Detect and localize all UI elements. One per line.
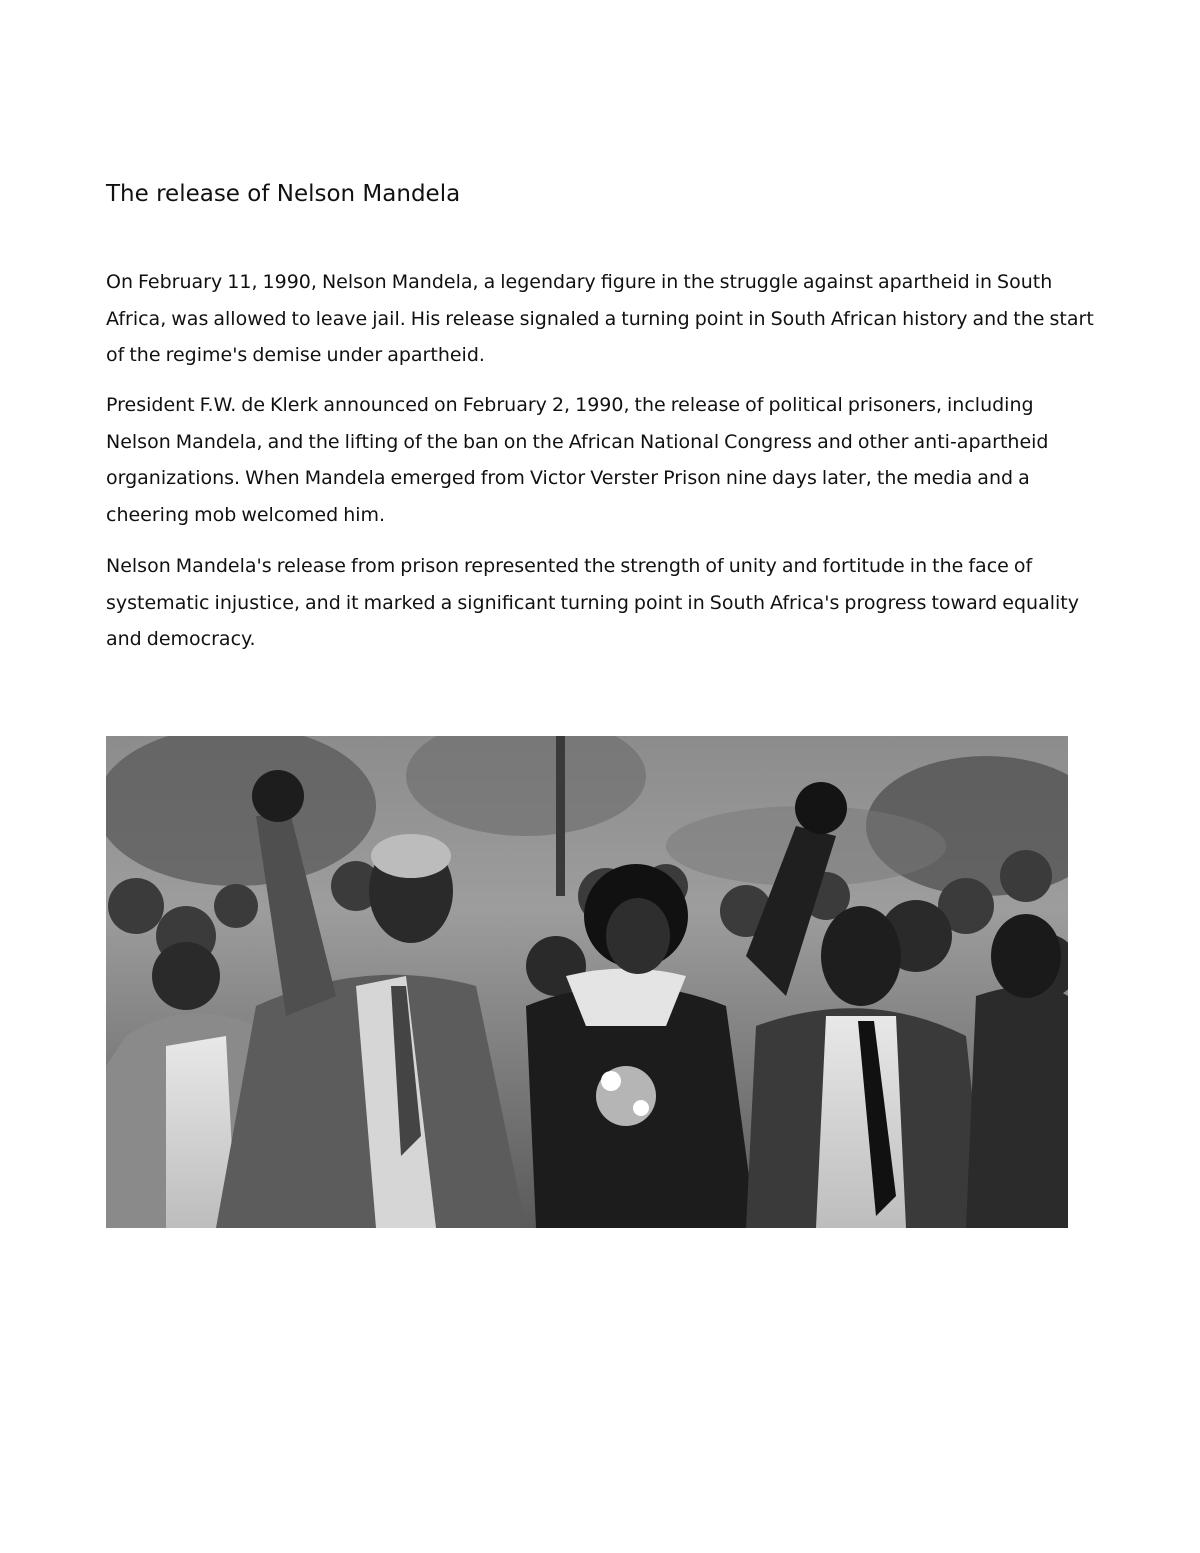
black-and-white-crowd-photo (106, 736, 1068, 1228)
paragraph-3: Nelson Mandela's release from prison represented the strength of unity and fortitude in the face of systematic injustice, and it marked a significant turning point in South Africa's progress toward equality and democracy. (106, 555, 1079, 650)
paragraph-1: On February 11, 1990, Nelson Mandela, a legendary figure in the struggle against apartheid in South Africa, was allowed to leave jail. His release signaled a turning point in South African history and the start of the regime's demise under apartheid. (106, 271, 1094, 366)
document-title: The release of Nelson Mandela (106, 181, 461, 207)
paragraph-2: President F.W. de Klerk announced on February 2, 1990, the release of political prisoners, including Nelson Mandela, and the lifting of the ban on the African National Congress and other anti-apartheid organizations. When Mandela emerged from Victor Verster Prison nine days later, the media and a cheering mob welcomed him. (106, 394, 1049, 526)
photo-illustration (106, 736, 1068, 1228)
